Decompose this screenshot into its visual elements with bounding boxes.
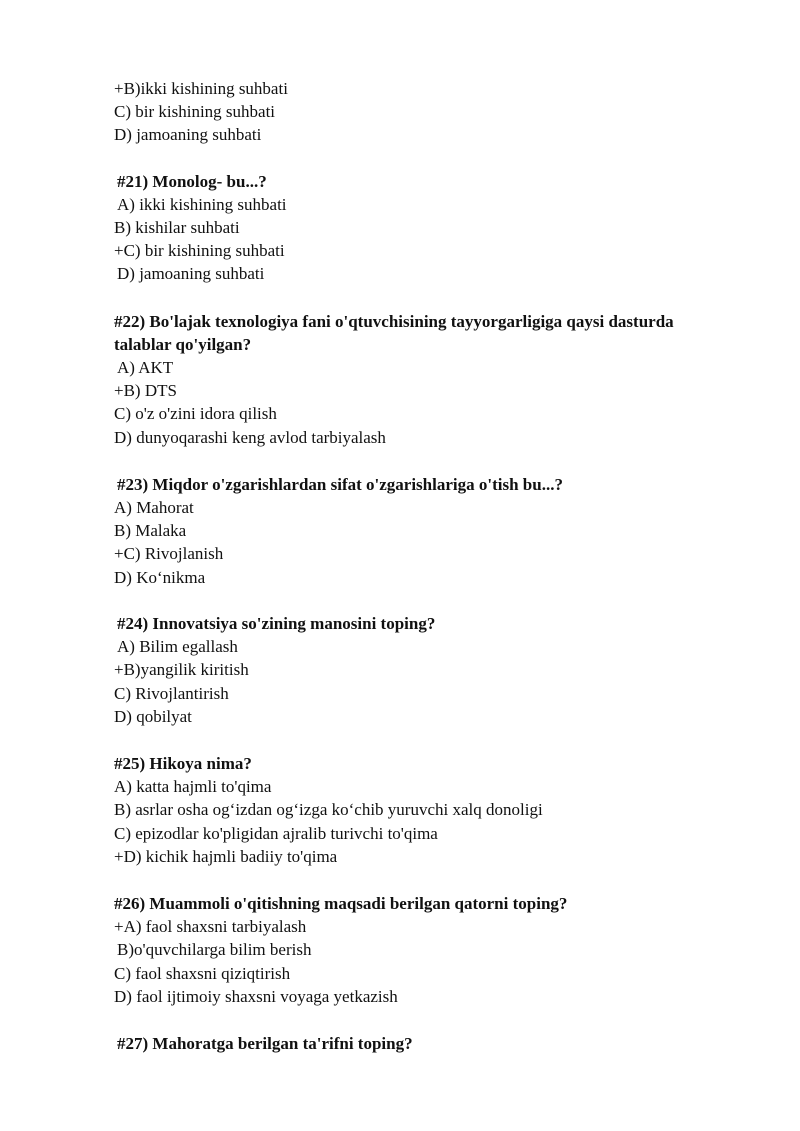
question-heading: #23) Miqdor o'zgarishlardan sifat o'zgarishlariga o'tish bu...? [117, 475, 563, 494]
answer-option: A) ikki kishining suhbati [117, 195, 287, 214]
answer-option: C) faol shaxsni qiziqtirish [114, 964, 291, 983]
answer-option: C) epizodlar ko'pligidan ajralib turivchi to'qima [114, 824, 438, 843]
question-heading: #26) Muammoli o'qitishning maqsadi berilgan qatorni toping? [114, 894, 568, 913]
question-heading: #27) Mahoratga berilgan ta'rifni toping? [117, 1034, 413, 1053]
answer-option: D) jamoaning suhbati [114, 125, 262, 144]
answer-option: B) asrlar osha ogʻizdan ogʻizga koʻchib yuruvchi xalq donoligi [114, 800, 543, 819]
answer-option: C) o'z o'zini idora qilish [114, 404, 277, 423]
question-heading: #24) Innovatsiya so'zining manosini toping? [117, 614, 436, 633]
answer-option: D) dunyoqarashi keng avlod tarbiyalash [114, 428, 386, 447]
answer-option: D) qobilyat [114, 707, 192, 726]
answer-option: D) faol ijtimoiy shaxsni voyaga yetkazish [114, 987, 398, 1006]
answer-option: A) Mahorat [114, 498, 194, 517]
answer-option: D) Koʻnikma [114, 568, 206, 587]
answer-option: +B) DTS [114, 381, 177, 400]
answer-option: C) bir kishining suhbati [114, 102, 276, 121]
answer-option: C) Rivojlantirish [114, 684, 229, 703]
answer-option: +C) bir kishining suhbati [114, 241, 285, 260]
answer-option: +B)ikki kishining suhbati [114, 79, 288, 98]
answer-option: B) Malaka [114, 521, 187, 540]
answer-option: B) kishilar suhbati [114, 218, 240, 237]
question-heading: #25) Hikoya nima? [114, 754, 252, 773]
answer-option: +C) Rivojlanish [114, 544, 224, 563]
question-heading-continued: talablar qo'yilgan? [114, 335, 252, 354]
question-heading: #21) Monolog- bu...? [117, 172, 267, 191]
question-heading: #22) Bo'lajak texnologiya fani o'qtuvchisining tayyorgarligiga qaysi dasturda [114, 312, 674, 331]
answer-option: A) Bilim egallash [117, 637, 238, 656]
answer-option: +B)yangilik kiritish [114, 660, 249, 679]
answer-option: +A) faol shaxsni tarbiyalash [114, 917, 307, 936]
answer-option: D) jamoaning suhbati [117, 264, 265, 283]
answer-option: A) AKT [117, 358, 174, 377]
answer-option: B)o'quvchilarga bilim berish [117, 940, 312, 959]
answer-option: +D) kichik hajmli badiiy to'qima [114, 847, 338, 866]
answer-option: A) katta hajmli to'qima [114, 777, 272, 796]
